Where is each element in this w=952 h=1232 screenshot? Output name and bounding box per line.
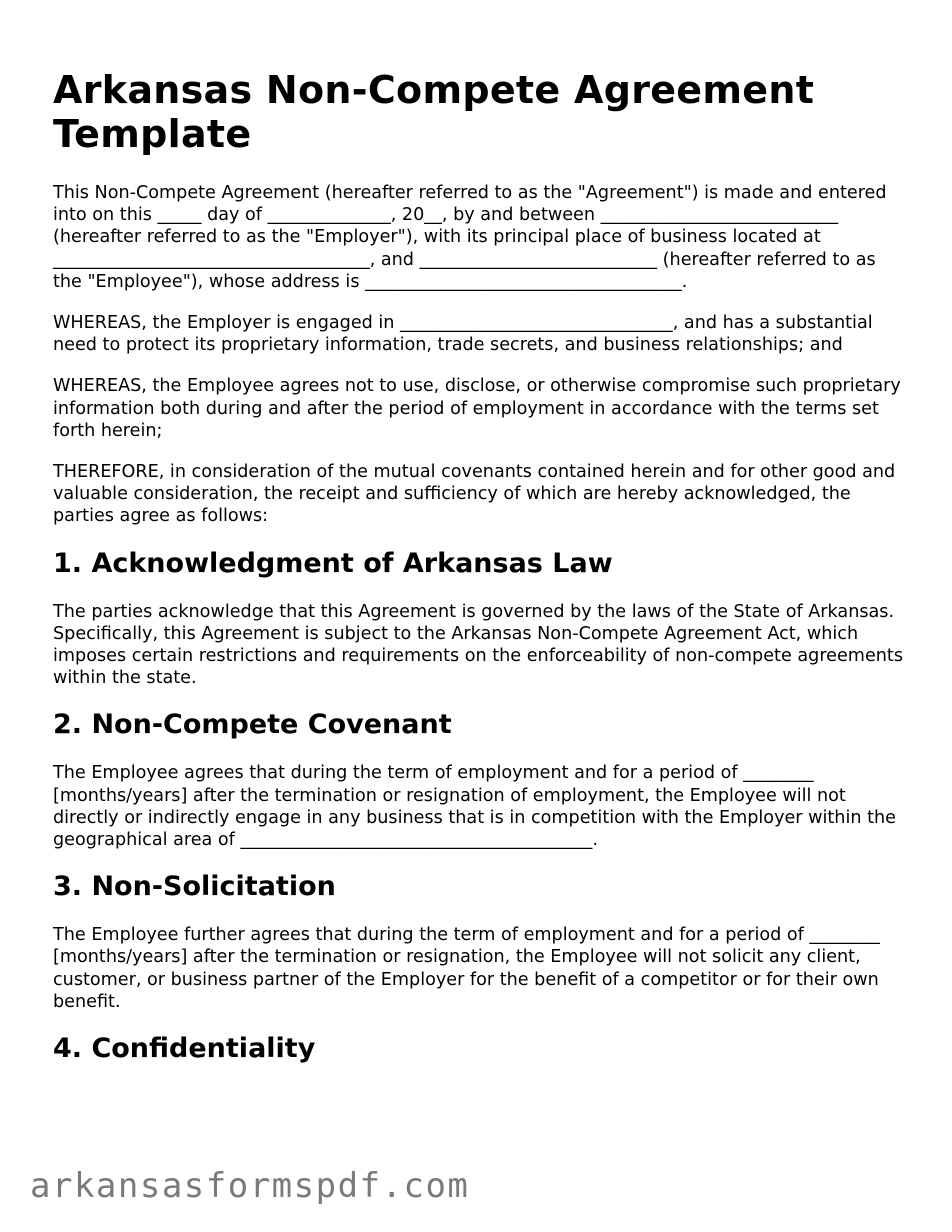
section-heading-confidentiality: 4. Confidentiality xyxy=(53,1033,316,1065)
document-title: Arkansas Non-Compete Agreement Template xyxy=(53,68,815,156)
section-body-non-solicitation: The Employee further agrees that during the term of employment and for a period of ________ [months/years] after the termination or resignation, the Employee will not solicit any client, customer, or business partner of the Employer for the benefit of a competitor or for their own benefit. xyxy=(53,925,880,1012)
whereas-employer-paragraph: WHEREAS, the Employer is engaged in _______________________________, and has a substantial need to protect its proprietary information, trade secrets, and business relationships; and xyxy=(53,313,873,356)
section-heading-non-compete: 2. Non-Compete Covenant xyxy=(53,709,452,741)
section-body-acknowledgment: The parties acknowledge that this Agreement is governed by the laws of the State of Arkansas. Specifically, this Agreement is subject to the Arkansas Non-Compete Agreement Act, which imposes certain restrictions and requirements on the enforceability of non-compete agreements within the state. xyxy=(53,601,903,689)
whereas-employee-paragraph: WHEREAS, the Employee agrees not to use, disclose, or otherwise compromise such proprietary information both during and after the period of employment in accordance with the terms set forth herein; xyxy=(53,376,901,441)
document-page xyxy=(53,68,909,1086)
section-heading-non-solicitation: 3. Non-Solicitation xyxy=(53,871,336,903)
intro-paragraph: This Non-Compete Agreement (hereafter referred to as the "Agreement") is made and entered into on this _____ day of ______________, 20__, by and between ___________________________ (hereafter referred to as the "Employer"), with its principal place of business located at ____________________________________, and ___________________________ (hereafter referred to as the "Employee"), whose address is ____________________________________. xyxy=(53,183,887,292)
section-heading-acknowledgment: 1. Acknowledgment of Arkansas Law xyxy=(53,547,613,579)
site-watermark: arkansasformspdf.com xyxy=(30,1166,470,1206)
section-body-non-compete: The Employee agrees that during the term of employment and for a period of ________ [months/years] after the termination or resignation of employment, the Employee will not directly or indirectly engage in any business that is in competition with the Employer within the geographical area of ________________________________________. xyxy=(53,763,896,851)
therefore-paragraph: THEREFORE, in consideration of the mutual covenants contained herein and for other good and valuable consideration, the receipt and sufficiency of which are hereby acknowledged, the parties agree as follows: xyxy=(53,462,896,527)
